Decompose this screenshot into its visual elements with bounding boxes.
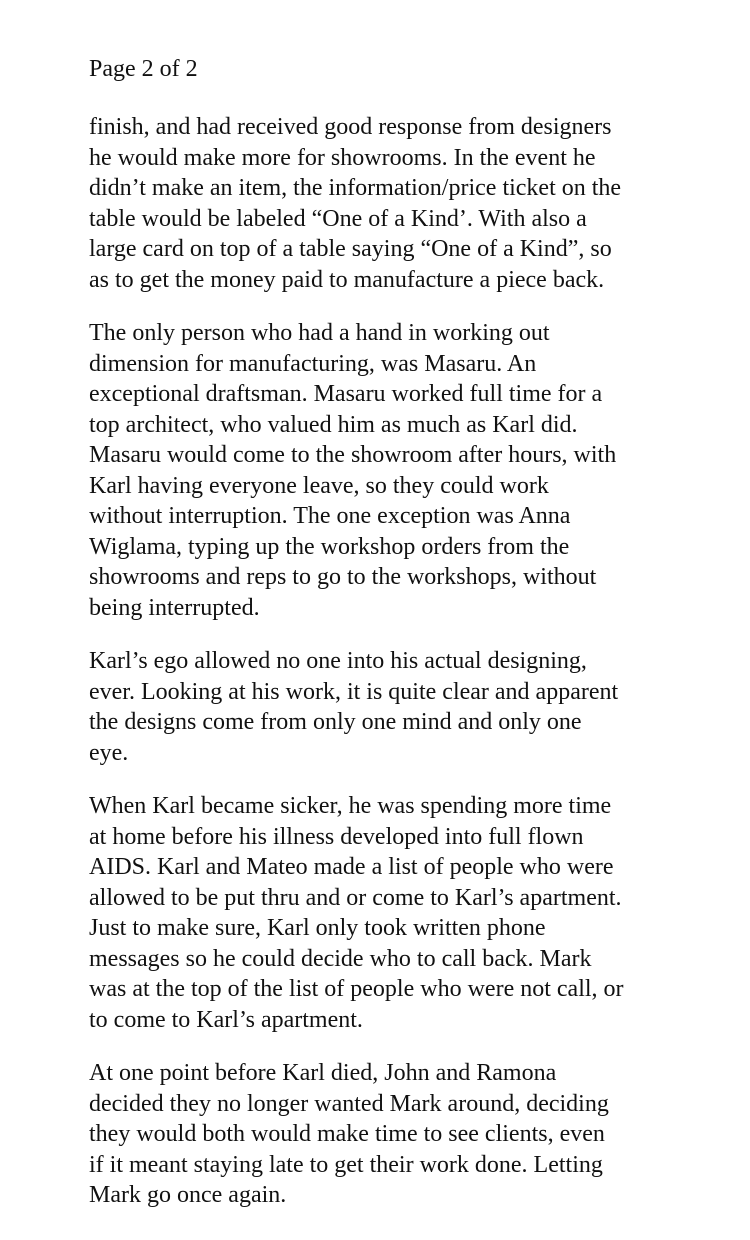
text-line: The only person who had a hand in working out <box>89 320 550 346</box>
paragraph-3 <box>89 646 679 768</box>
text-line: as to get the money paid to manufacture a piece back. <box>89 266 605 293</box>
text-line: at home before his illness developed into full flown <box>89 823 584 850</box>
text-line: AIDS. Karl and Mateo made a list of people who were <box>89 854 614 880</box>
text-line: was at the top of the list of people who were not call, or <box>89 976 624 1002</box>
text-line: allowed to be put thru and or come to Karl’s apartment. <box>89 884 622 911</box>
document-page <box>89 54 679 1234</box>
text-line: eye. <box>89 739 129 766</box>
text-line: Karl’s ego allowed no one into his actual designing, <box>89 648 587 674</box>
page-number: Page 2 of 2 <box>89 56 198 82</box>
text-line: When Karl became sicker, he was spending more time <box>89 793 612 819</box>
text-line: large card on top of a table saying “One of a Kind”, so <box>89 236 612 262</box>
text-line: dimension for manufacturing, was Masaru. An <box>89 350 537 377</box>
text-line: Masaru would come to the showroom after hours, with <box>89 442 617 468</box>
text-line: didn’t make an item, the information/price ticket on the <box>89 175 622 201</box>
text-line: decided they no longer wanted Mark around, deciding <box>89 1090 609 1117</box>
text-line: being interrupted. <box>89 594 260 621</box>
text-line: if it meant staying late to get their work done. Letting <box>89 1151 603 1178</box>
text-line: ever. Looking at his work, it is quite clear and apparent <box>89 678 619 705</box>
paragraph-5 <box>89 1058 679 1211</box>
text-line: exceptional draftsman. Masaru worked full time for a <box>89 381 603 407</box>
text-line: At one point before Karl died, John and Ramona <box>89 1060 557 1086</box>
text-line: without interruption. The one exception was Anna <box>89 503 571 529</box>
text-line: messages so he could decide who to call back. Mark <box>89 945 592 972</box>
text-line: Just to make sure, Karl only took written phone <box>89 915 546 941</box>
paragraph-4 <box>89 791 679 1035</box>
text-line: top architect, who valued him as much as Karl did. <box>89 411 578 438</box>
text-line: Karl having everyone leave, so they could work <box>89 472 549 499</box>
paragraph-2 <box>89 318 679 623</box>
text-line: table would be labeled “One of a Kind’. With also a <box>89 205 587 232</box>
text-line: showrooms and reps to go to the workshops, without <box>89 564 597 590</box>
paragraph-1 <box>89 112 679 295</box>
text-line: the designs come from only one mind and only one <box>89 709 582 735</box>
text-line: Wiglama, typing up the workshop orders from the <box>89 533 570 560</box>
text-line: he would make more for showrooms. In the event he <box>89 144 596 171</box>
text-line: Mark go once again. <box>89 1182 287 1208</box>
text-line: finish, and had received good response from designers <box>89 114 612 140</box>
text-line: they would both would make time to see clients, even <box>89 1121 605 1147</box>
text-line: to come to Karl’s apartment. <box>89 1006 363 1033</box>
